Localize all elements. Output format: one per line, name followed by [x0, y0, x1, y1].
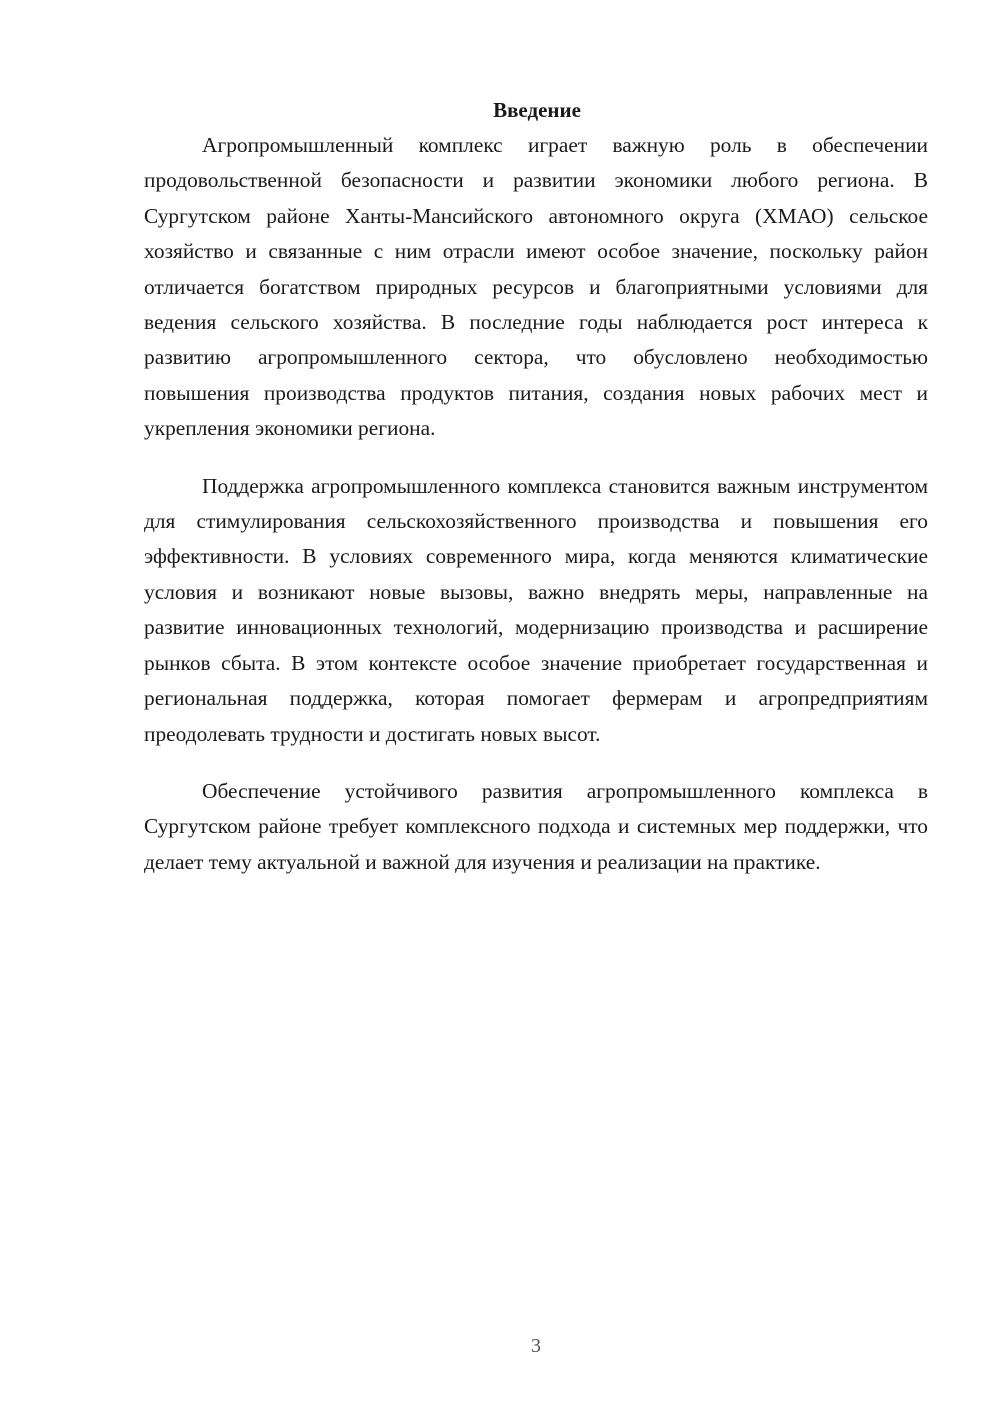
paragraph-1: Агропромышленный комплекс играет важную роль в обеспечении продовольственной безопасности и развитии экономики любого региона. В Сургутском районе Ханты-Мансийского автономного округа (ХМАО) сельское хозяйство и связанные с ним отрасли имеют особое значение, поскольку район отличается богатством природных ресурсов и благоприятными условиями для ведения сельского хозяйства. В последние годы наблюдается рост интереса к развитию агропромышленного сектора, что обусловлено необходимостью повышения производства продуктов питания, создания новых рабочих мест и укрепления экономики региона. [144, 133, 928, 441]
paragraph-2: Поддержка агропромышленного комплекса становится важным инструментом для стимулирования сельскохозяйственного производства и повышения его эффективности. В условиях современного мира, когда меняются климатические условия и возникают новые вызовы, важно внедрять меры, направленные на развитие инновационных технологий, модернизацию производства и расширение рынков сбыта. В этом контексте особое значение приобретает государственная и региональная поддержка, которая помогает фермерам и агропредприятиям преодолевать трудности и достигать новых высот. [144, 473, 928, 746]
page-number: 3 [531, 1335, 541, 1357]
page-content [144, 92, 928, 880]
section-title: Введение [493, 98, 581, 122]
paragraph-3: Обеспечение устойчивого развития агропромышленного комплекса в Сургутском районе требует комплексного подхода и системных мер поддержки, что делает тему актуальной и важной для изучения и реализации на практике. [144, 778, 928, 874]
